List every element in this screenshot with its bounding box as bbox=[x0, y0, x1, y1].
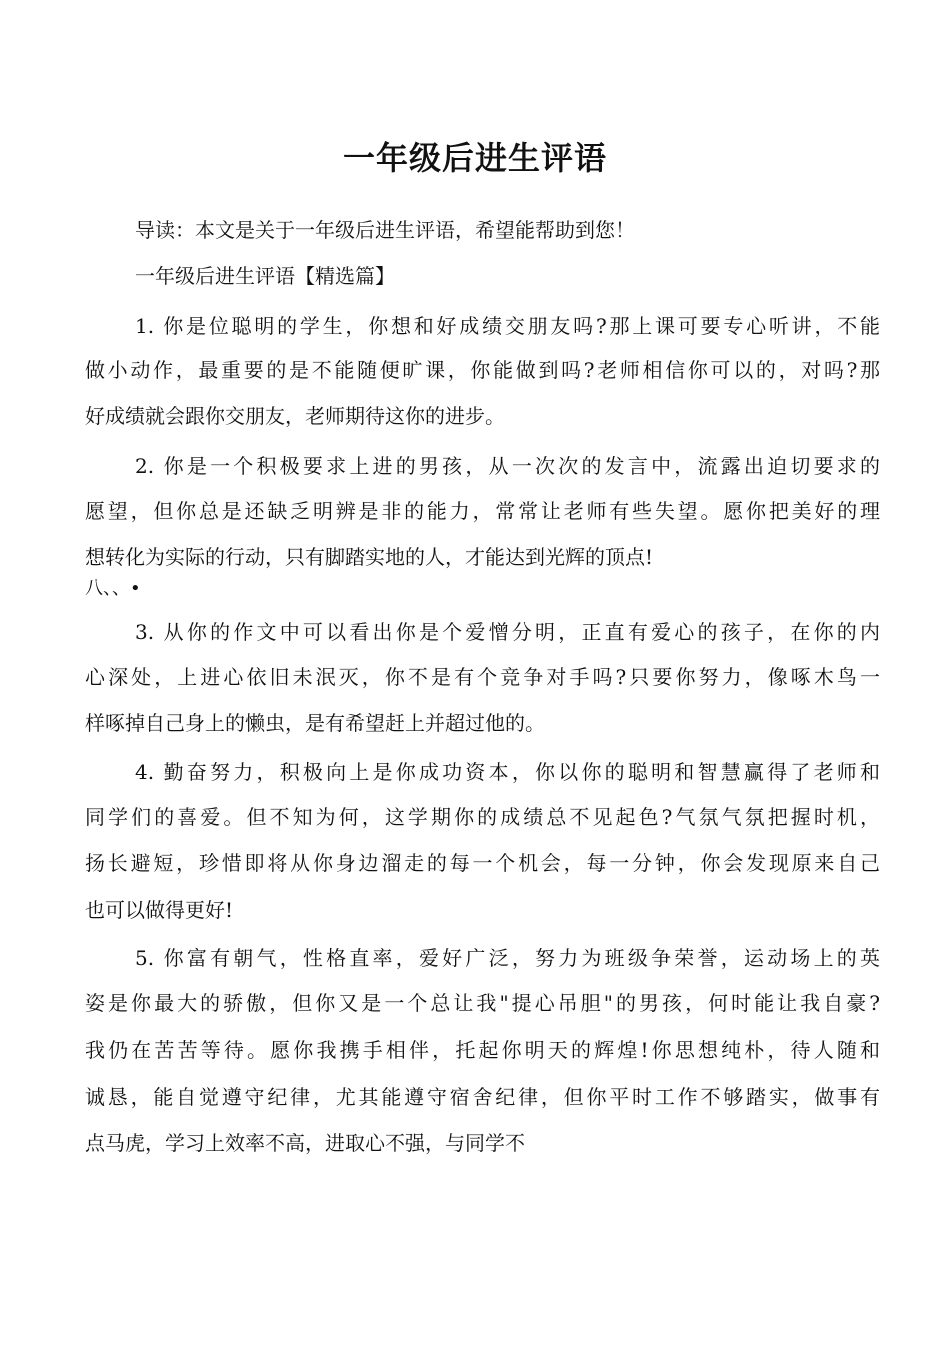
paragraph-3-line-3: 样啄掉自己身上的懒虫，是有希望赶上并超过他的。 bbox=[85, 711, 545, 735]
paragraph-5-line-5: 点马虎，学习上效率不高，进取心不强，与同学不 bbox=[85, 1131, 525, 1155]
paragraph-3-line-1: 3. 从你的作文中可以看出你是个爱憎分明，正直有爱心的孩子，在你的内 bbox=[135, 620, 880, 644]
paragraph-1-line-1: 1. 你是位聪明的学生，你想和好成绩交朋友吗?那上课可要专心听讲，不能 bbox=[135, 314, 880, 338]
paragraph-5-line-4: 诚恳，能自觉遵守纪律，尤其能遵守宿舍纪律，但你平时工作不够踏实，做事有 bbox=[85, 1085, 880, 1109]
paragraph-5-line-2: 姿是你最大的骄傲，但你又是一个总让我"提心吊胆"的男孩，何时能让我自豪? bbox=[85, 991, 880, 1015]
paragraph-4-line-2: 同学们的喜爱。但不知为何，这学期你的成绩总不见起色?气氛气氛把握时机， bbox=[85, 805, 880, 829]
document-title: 一年级后进生评语 bbox=[342, 139, 607, 177]
paragraph-4-line-1: 4. 勤奋努力，积极向上是你成功资本，你以你的聪明和智慧赢得了老师和 bbox=[135, 760, 880, 784]
paragraph-2-line-1: 2. 你是一个积极要求上进的男孩，从一次次的发言中，流露出迫切要求的 bbox=[135, 454, 880, 478]
paragraph-4-line-3: 扬长避短，珍惜即将从你身边溜走的每一个机会，每一分钟，你会发现原来自己 bbox=[85, 851, 880, 875]
paragraph-3-line-2: 心深处，上进心依旧未泯灭，你不是有个竞争对手吗?只要你努力，像啄木鸟一 bbox=[85, 665, 880, 689]
paragraph-5-line-3: 我仍在苦苦等待。愿你我携手相伴，托起你明天的辉煌!你思想纯朴，待人随和 bbox=[85, 1038, 880, 1062]
paragraph-2-line-2: 愿望，但你总是还缺乏明辨是非的能力，常常让老师有些失望。愿你把美好的理 bbox=[85, 499, 880, 523]
stray-marks: 八、、• bbox=[85, 578, 141, 599]
paragraph-4-line-4: 也可以做得更好! bbox=[85, 898, 234, 922]
section-heading: 一年级后进生评语【精选篇】 bbox=[135, 264, 395, 288]
paragraph-5-line-1: 5. 你富有朝气，性格直率，爱好广泛，努力为班级争荣誉，运动场上的英 bbox=[135, 946, 880, 970]
intro-text: 导读：本文是关于一年级后进生评语，希望能帮助到您！ bbox=[135, 218, 635, 242]
paragraph-1-line-2: 做小动作，最重要的是不能随便旷课，你能做到吗?老师相信你可以的，对吗?那 bbox=[85, 358, 880, 382]
paragraph-2-line-3: 想转化为实际的行动，只有脚踏实地的人，才能达到光辉的顶点! bbox=[85, 545, 654, 569]
paragraph-1-line-3: 好成绩就会跟你交朋友，老师期待这你的进步。 bbox=[85, 404, 505, 428]
